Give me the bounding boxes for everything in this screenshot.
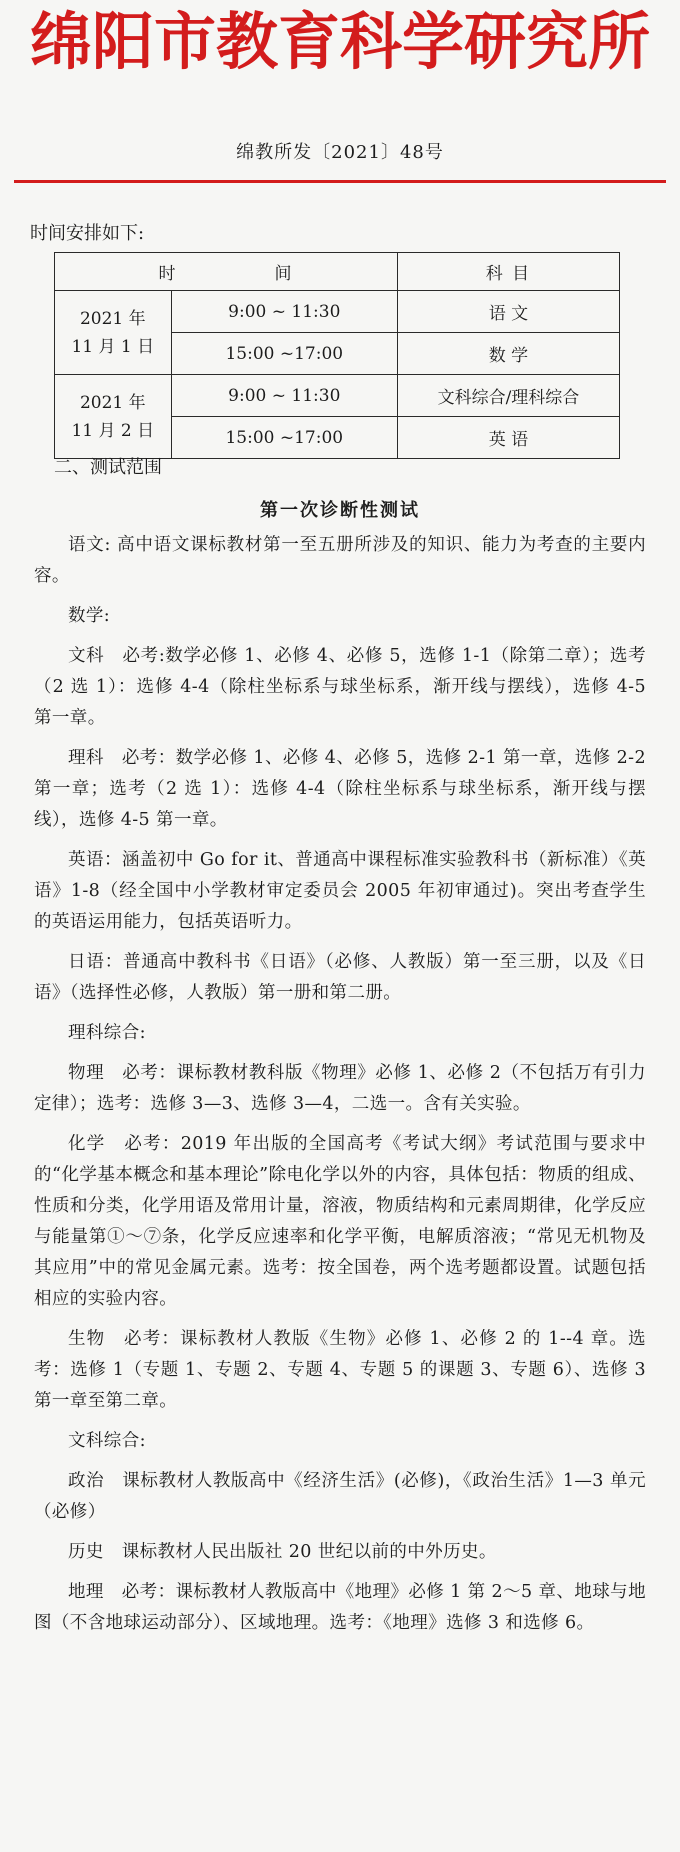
label-math: 数学: [68, 606, 111, 626]
schedule-row [55, 291, 620, 333]
date-line-day: 11 月 1 日 [71, 336, 155, 357]
paragraph-chinese: 语文: 高中语文课标教材第一至五册所涉及的知识、能力为考查的主要内容。 [34, 535, 646, 586]
schedule-row [55, 375, 620, 417]
schedule-subject-cell: 语 文 [397, 291, 619, 333]
date-line-year: 2021 年 [79, 392, 146, 413]
paragraph-math-arts: 文科 必考:数学必修 1、必修 4、必修 5，选修 1-1（除第二章）；选考（2 选 1）：选修 4-4（除柱坐标系与球坐标系，渐开线与摆线），选修 4-5 第一章。 [34, 646, 646, 728]
section-heading: 二、测试范围 [54, 457, 162, 478]
header-time-char-1: 时 [158, 264, 178, 284]
schedule-date-cell [55, 291, 172, 375]
schedule-subject-cell: 英 语 [397, 417, 619, 459]
scope-body [34, 530, 646, 1648]
paragraph-chemistry: 化学 必考：2019 年出版的全国高考《考试大纲》考试范围与要求中的“化学基本概念和基本理论”除电化学以外的内容，具体包括：物质的组成、性质和分类，化学用语及常用计量，溶液，物质结构和元素周期律，化学反应与能量第①～⑦条，化学反应速率和化学平衡，电解质溶液；“常见无机物及其应用”中的常见金属元素。选考：按全国卷，两个选考题都设置。试题包括相应的实验内容。 [34, 1134, 646, 1309]
org-masthead-title: 绵阳市教育科学研究所 [29, 5, 650, 78]
paragraph-history: 历史 课标教材人民出版社 20 世纪以前的中外历史。 [68, 1542, 497, 1562]
header-subject: 科 目 [397, 253, 619, 291]
document-number: 绵教所发〔2021〕48号 [236, 142, 444, 163]
schedule-time-cell: 9:00 ~ 11:30 [171, 375, 397, 417]
paragraph-biology: 生物 必考：课标教材人教版《生物》必修 1、必修 2 的 1--4 章。选考：选修 1（专题 1、专题 2、专题 4、专题 5 的课题 3、专题 6）、选修 3 第一章至第二章。 [34, 1329, 646, 1411]
exam-title: 第一次诊断性测试 [260, 500, 420, 521]
label-science: 理科综合: [68, 1023, 146, 1043]
schedule-subject-cell: 数 学 [397, 333, 619, 375]
paragraph-physics: 物理 必考：课标教材教科版《物理》必修 1、必修 2（不包括万有引力定律）；选考：选修 3—3、选修 3—4，二选一。含有关实验。 [34, 1063, 646, 1114]
schedule-intro: 时间安排如下: [30, 223, 145, 244]
schedule-time-cell: 15:00 ~17:00 [171, 417, 397, 459]
paragraph-geography: 地理 必考：课标教材人教版高中《地理》必修 1 第 2～5 章、地球与地图（不含地球运动部分）、区域地理。选考：《地理》选修 3 和选修 6。 [34, 1582, 646, 1633]
date-line-year: 2021 年 [79, 308, 146, 329]
paragraph-japanese: 日语：普通高中教科书《日语》（必修、人教版）第一至三册，以及《日语》（选择性必修，人教版）第一册和第二册。 [34, 952, 646, 1003]
schedule-table [54, 252, 620, 459]
red-divider-line [14, 180, 666, 183]
header-time [55, 253, 398, 291]
schedule-subject-cell: 文科综合/理科综合 [397, 375, 619, 417]
header-time-char-2: 间 [274, 264, 294, 284]
date-line-day: 11 月 2 日 [71, 420, 155, 441]
schedule-date-cell [55, 375, 172, 459]
label-arts: 文科综合: [68, 1431, 146, 1451]
schedule-header-row [55, 253, 620, 291]
paragraph-math-science: 理科 必考：数学必修 1、必修 4、必修 5，选修 2-1 第一章，选修 2-2 第一章；选考（2 选 1）：选修 4-4（除柱坐标系与球坐标系，渐开线与摆线），选修 4-5 第一章。 [34, 748, 646, 830]
schedule-time-cell: 9:00 ~ 11:30 [171, 291, 397, 333]
schedule-time-cell: 15:00 ~17:00 [171, 333, 397, 375]
paragraph-politics: 政治 课标教材人教版高中《经济生活》(必修)，《政治生活》1—3 单元（必修） [34, 1471, 646, 1522]
paragraph-english: 英语：涵盖初中 Go for it、普通高中课程标准实验教科书（新标准）《英语》1-8（经全国中小学教材审定委员会 2005 年初审通过)。突出考查学生的英语运用能力，包括英语听力。 [34, 850, 646, 932]
